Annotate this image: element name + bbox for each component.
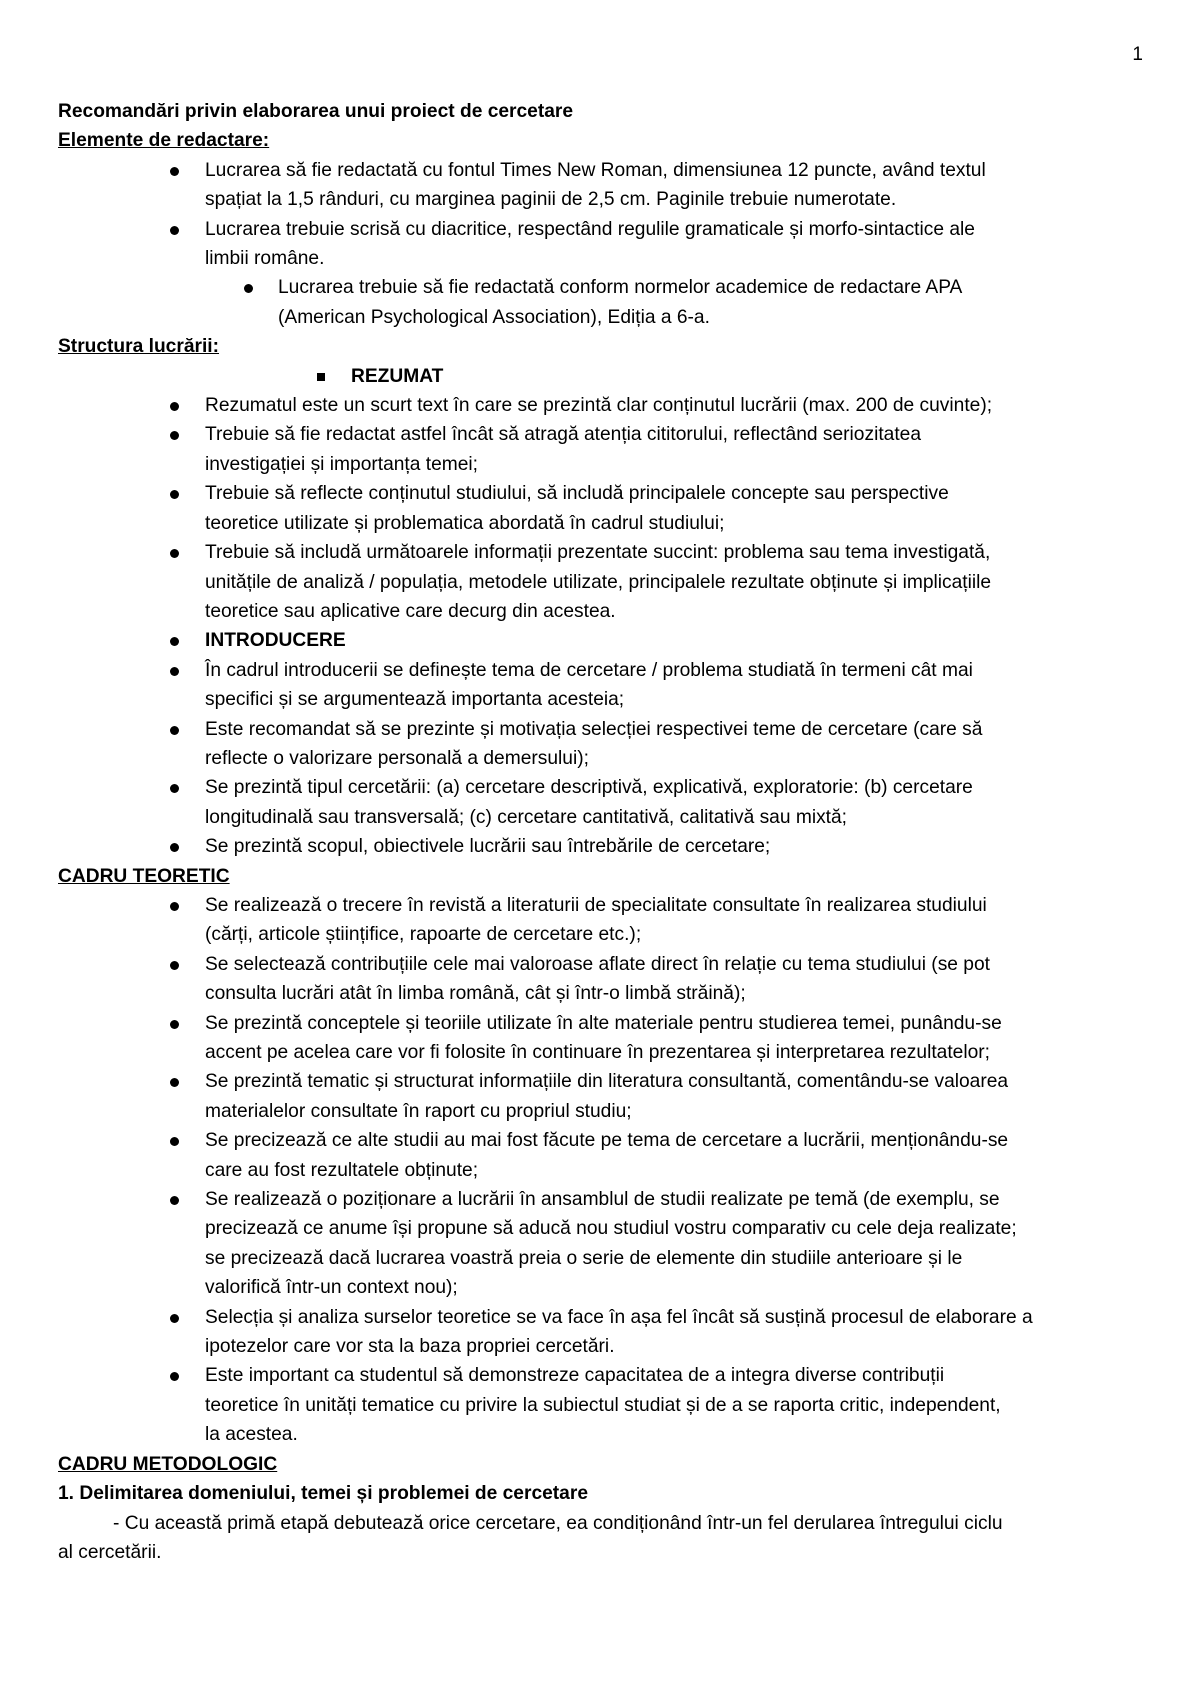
bullet-icon [170, 1020, 179, 1029]
bullet-icon [170, 843, 179, 852]
line: Trebuie să includă următoarele informații prezentate succint: problema sau tema investigată, [205, 542, 991, 564]
bullet-icon [170, 961, 179, 970]
heading-cadru-metodologic: CADRU METODOLOGIC [58, 1453, 278, 1475]
square-bullet-icon [317, 373, 325, 381]
dash-paragraph-line: - Cu această primă etapă debutează orice cercetare, ea condiționând într-un fel derularea întregului ciclu [113, 1512, 1003, 1534]
page-number: 1 [1132, 44, 1143, 65]
list-item [58, 832, 1153, 861]
line: teoretice utilizate și problematica abordată în cadrul studiului; [205, 512, 725, 534]
list-cadru-teoretic [58, 891, 1153, 1450]
list-item [58, 773, 1153, 832]
document-body [58, 97, 1153, 1567]
line: unitățile de analiză / populația, metodele utilizate, principalele rezultate obținute și implicațiile [205, 571, 992, 593]
line: precizează ce anume își propune să aducă nou studiul vostru comparativ cu cele deja realizate; [205, 1218, 1017, 1240]
list-item-rezumat-label [58, 362, 1153, 391]
bullet-icon [170, 1372, 179, 1381]
line: materialelor consultate în raport cu propriul studiu; [205, 1100, 632, 1122]
introducere-label: INTRODUCERE [205, 630, 346, 652]
list-redactare [58, 156, 1153, 332]
line: teoretice sau aplicative care decurg din acestea. [205, 600, 616, 622]
bullet-icon [170, 726, 179, 735]
line: se precizează dacă lucrarea voastră preia o serie de elemente din studiile anterioare și le [205, 1247, 963, 1269]
list-item [58, 1303, 1153, 1362]
line: Este important ca studentul să demonstreze capacitatea de a integra diverse contribuții [205, 1365, 945, 1387]
list-item [58, 538, 1153, 626]
line: (American Psychological Association), Ediția a 6-a. [278, 306, 710, 328]
line: Se selectează contribuțiile cele mai valoroase aflate direct în relație cu tema studiului (se pot [205, 953, 990, 975]
line: Lucrarea să fie redactată cu fontul Times New Roman, dimensiunea 12 puncte, având textul [205, 159, 986, 181]
line: investigației și importanța temei; [205, 453, 479, 475]
line: teoretice în unități tematice cu privire la subiectul studiat și de a se raporta critic, independent, [205, 1394, 1001, 1416]
heading-elemente-redactare: Elemente de redactare: [58, 130, 270, 152]
paragraph-continuation: al cercetării. [58, 1541, 162, 1563]
line: Se prezintă tematic și structurat informațiile din literatura consultantă, comentându-se valoarea [205, 1071, 1009, 1093]
list-item-nested [58, 273, 1153, 332]
bullet-icon [170, 402, 179, 411]
line: longitudinală sau transversală; (c) cercetare cantitativă, calitativă sau mixtă; [205, 806, 848, 828]
list-structura [58, 362, 1153, 862]
line: consulta lucrări atât în limba română, cât și într-o limbă străină); [205, 983, 746, 1005]
line: reflecte o valorizare personală a demersului); [205, 747, 589, 769]
bullet-icon [244, 284, 253, 293]
line: Se realizează o trecere în revistă a literaturii de specialitate consultate în realizarea studiului [205, 894, 987, 916]
line: Este recomandat să se prezinte și motivația selecției respectivei teme de cercetare (care să [205, 718, 983, 740]
list-item [58, 1009, 1153, 1068]
list-item [58, 420, 1153, 479]
document-title: Recomandări privin elaborarea unui proiect de cercetare [58, 101, 574, 122]
line: Se precizează ce alte studii au mai fost făcute pe tema de cercetare a lucrării, menționându-se [205, 1130, 1009, 1152]
heading-structura-lucrarii: Structura lucrării: [58, 336, 220, 358]
bullet-icon [170, 549, 179, 558]
rezumat-label: REZUMAT [351, 365, 444, 387]
bullet-icon [170, 490, 179, 499]
list-item [58, 1361, 1153, 1449]
line: Se prezintă conceptele și teoriile utilizate în alte materiale pentru studierea temei, punându-se [205, 1012, 1002, 1034]
list-item [58, 1067, 1153, 1126]
bullet-icon [170, 902, 179, 911]
line: Rezumatul este un scurt text în care se prezintă clar conținutul lucrării (max. 200 de cuvinte); [205, 395, 993, 417]
bullet-icon [170, 784, 179, 793]
bullet-icon [170, 1078, 179, 1087]
line: limbii române. [205, 248, 325, 270]
bullet-icon [170, 1314, 179, 1323]
list-item [58, 715, 1153, 774]
list-item-introducere-label [58, 626, 1153, 655]
line: (cărți, articole științifice, rapoarte de cercetare etc.); [205, 924, 642, 946]
list-item [58, 479, 1153, 538]
bullet-icon [170, 637, 179, 646]
bullet-icon [170, 1196, 179, 1205]
list-item [58, 156, 1153, 215]
list-item [58, 656, 1153, 715]
line: Se realizează o poziționare a lucrării în ansamblul de studii realizate pe temă (de exemplu, se [205, 1189, 1000, 1211]
line: În cadrul introducerii se definește tema de cercetare / problema studiată în termeni cât mai [205, 659, 973, 681]
line: Selecția și analiza surselor teoretice se va face în așa fel încât să susțină procesul de elaborare a [205, 1306, 1033, 1328]
heading-cadru-teoretic: CADRU TEORETIC [58, 865, 230, 887]
line: la acestea. [205, 1424, 298, 1446]
line: accent pe acelea care vor fi folosite în continuare în prezentarea și interpretarea rezultatelor; [205, 1042, 990, 1063]
list-item [58, 891, 1153, 950]
line: Se prezintă tipul cercetării: (a) cercetare descriptivă, explicativă, exploratorie: (b) cercetare [205, 777, 973, 799]
line: Trebuie să reflecte conținutul studiului, să includă principalele concepte sau perspective [205, 483, 949, 505]
bullet-icon [170, 1137, 179, 1146]
list-item [58, 215, 1153, 274]
list-item [58, 391, 1153, 420]
line: spațiat la 1,5 rânduri, cu marginea paginii de 2,5 cm. Paginile trebuie numerotate. [205, 189, 897, 211]
subheading-delimitare: 1. Delimitarea domeniului, temei și problemei de cercetare [58, 1483, 588, 1505]
bullet-icon [170, 226, 179, 235]
line: ipotezelor care vor sta la baza propriei cercetări. [205, 1336, 615, 1358]
line: Se prezintă scopul, obiectivele lucrării sau întrebările de cercetare; [205, 836, 771, 858]
list-item [58, 1126, 1153, 1185]
line: valorifică într-un context nou); [205, 1277, 458, 1299]
bullet-icon [170, 667, 179, 676]
bullet-icon [170, 167, 179, 176]
line: specifici și se argumentează importanta acesteia; [205, 689, 625, 711]
line: Lucrarea trebuie scrisă cu diacritice, respectând regulile gramaticale și morfo-sintactice ale [205, 218, 975, 240]
bullet-icon [170, 431, 179, 440]
list-item [58, 950, 1153, 1009]
line: Trebuie să fie redactat astfel încât să atragă atenția cititorului, reflectând seriozitatea [205, 424, 922, 446]
line: Lucrarea trebuie să fie redactată conform normelor academice de redactare APA [278, 277, 963, 299]
line: care au fost rezultatele obținute; [205, 1159, 479, 1181]
list-item [58, 1185, 1153, 1303]
